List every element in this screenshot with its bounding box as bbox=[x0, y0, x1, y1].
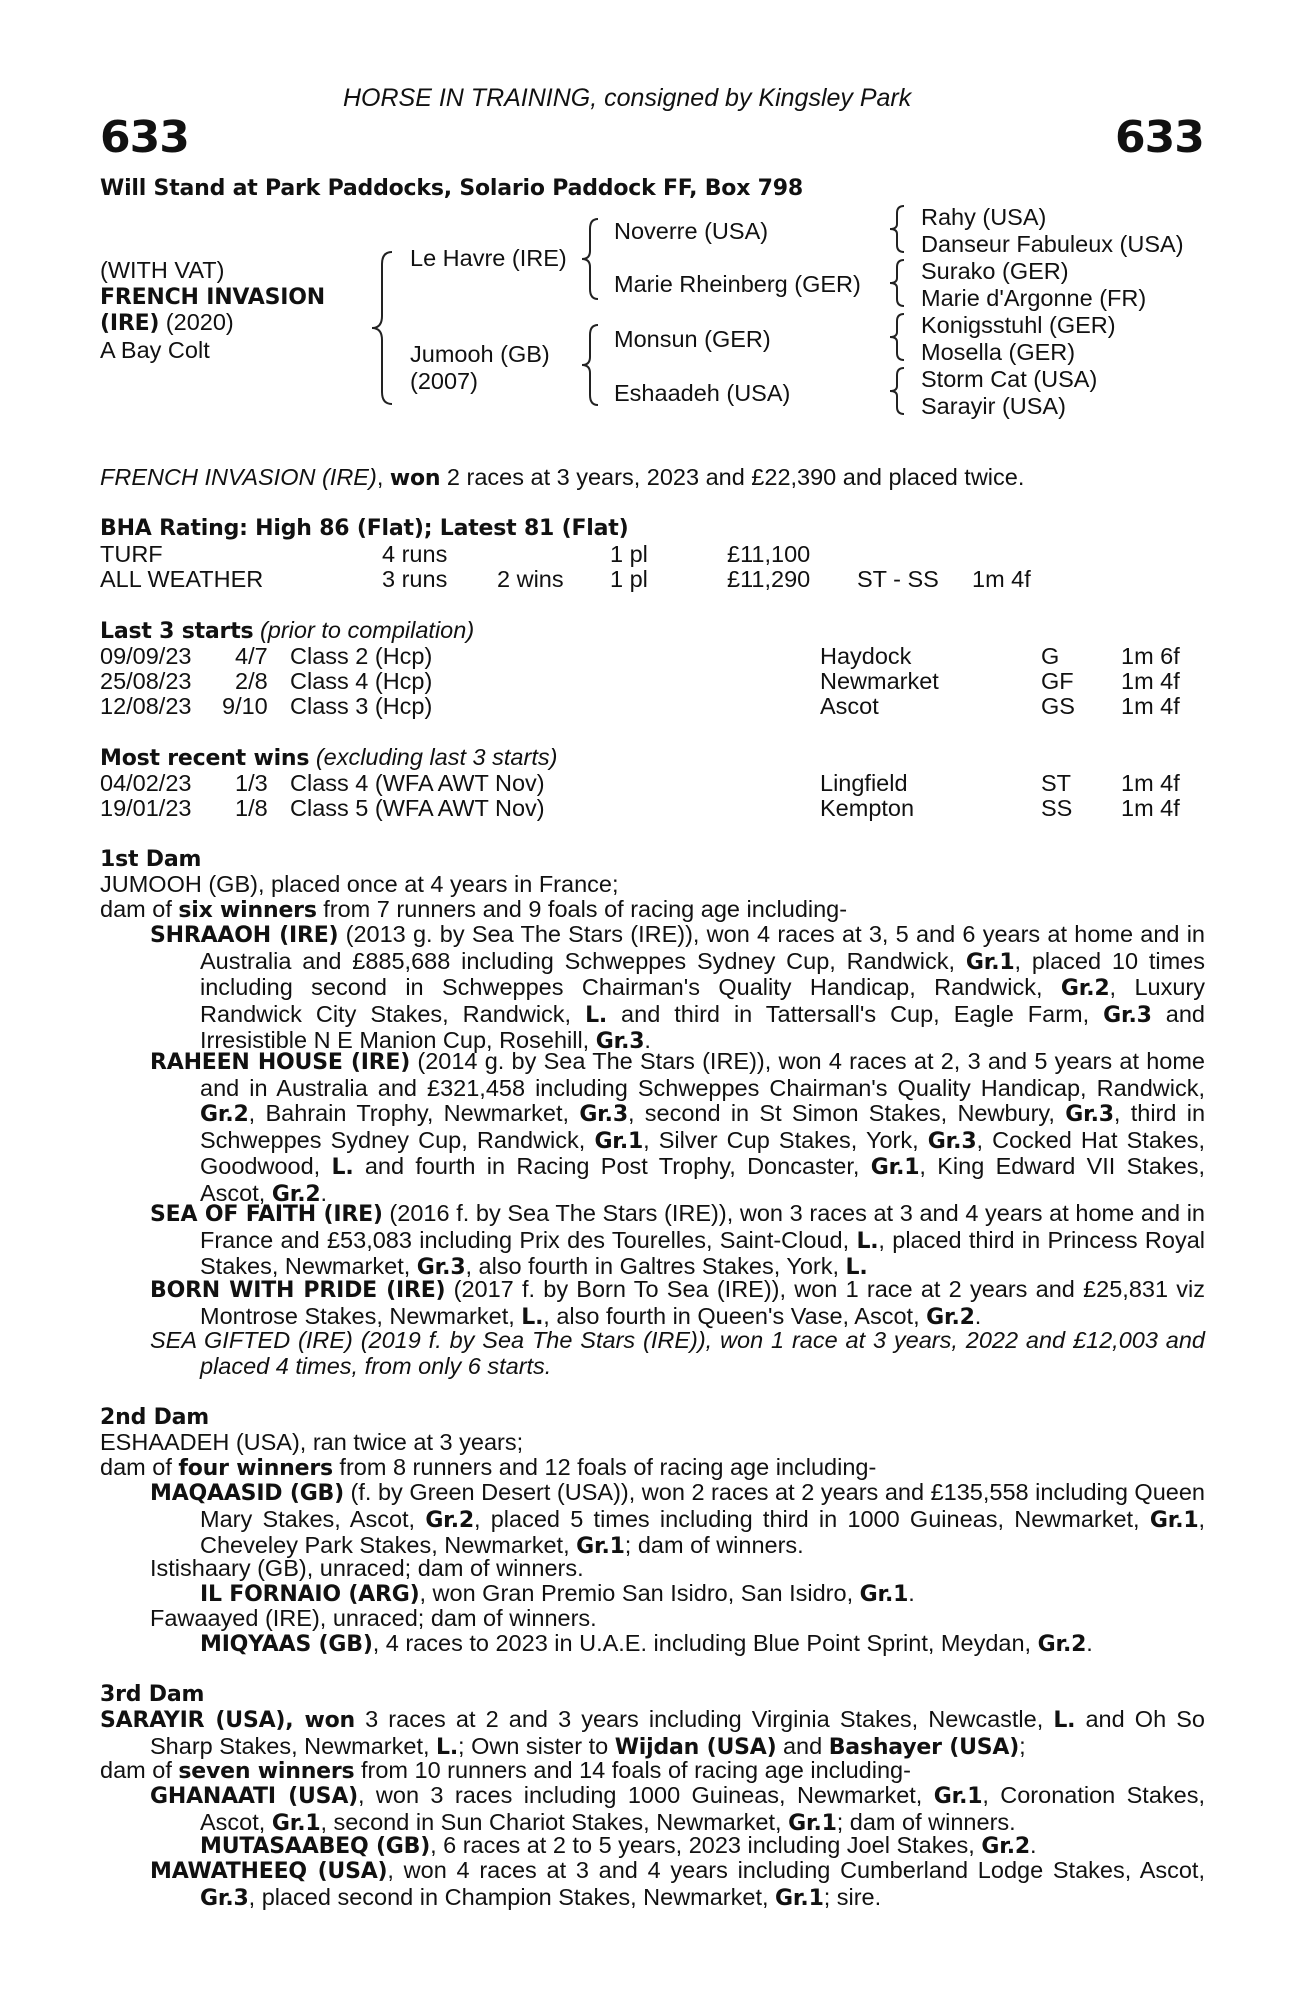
pedigree-brace-dam bbox=[580, 323, 602, 407]
dam3-heading: 3rd Dam bbox=[100, 1682, 205, 1707]
catalogue-page: HORSE IN TRAINING, consigned by Kingsley Park 633 633 Will Stand at Park Paddocks, Solario Paddock FF, Box 798 (WITH VAT) FRENCH INVASION (IRE) (2020) A Bay Colt Le Havre (IRE) Jumooh (GB) (2007) Noverre (USA) Marie Rheinberg (GER) Monsun (GER) Eshaadeh (USA) Rahy (USA) Danseur Fabuleux (USA) Surako (GER) Marie d'Argonne (FR) Konigsstuhl (GER) Mosella (GER) Storm Cat (USA) Sarayir (USA) FRENCH INVASION (IRE), won 2 races at 3 years, 2023 and £22,390 and placed twice. BHA Rating: High 86 (Flat); Latest 81 (Flat) TURF 4 runs 1 pl £11,100 ALL WEATHER 3 runs 2 wins 1 pl £11,290 ST - SS 1m 4f Last 3 starts (prior to compilation) 09/09/23 4/7 Class 2 (Hcp) Haydock G 1m 6f 25/08/23 2/8 Class 4 (Hcp) Newmarket GF 1m 4f 12/08/23 9/10 Class 3 (Hcp) Ascot GS 1m 4f Most recent wins (excluding last 3 starts) 04/02/23 1/3 Class 4 (WFA AWT Nov) Lingfield ST 1m 4f 19/01/23 1/8 Class 5 (WFA AWT Nov) Kempton SS 1m 4f 1st Dam JUMOOH (GB), placed once at 4 years in France; dam of six winners from 7 runners and 9 foals of racing age including- SHRAAOH (IRE) (2013 g. by Sea The Stars (IRE)), won 4 races at 3, 5 and 6 years at home and in Australia and £885,688 including Schweppes Sydney Cup, Randwick, Gr.1, placed 10 times including second in Schweppes Chairman's Quality Handicap, Randwick, Gr.2, Luxury Randwick City Stakes, Randwick, L. and third in Tattersall's Cup, Eagle Farm, Gr.3 and Irresistible N E Manion Cup, Rosehill, Gr.3. RAHEEN HOUSE (IRE) (2014 g. by Sea The Stars (IRE)), won 4 races at 2, 3 and 5 years at home and in Australia and £321,458 including Schweppes Chairman's Quality Handicap, Randwick, Gr.2, Bahrain Trophy, Newmarket, Gr.3, second in St Simon Stakes, Newbury, Gr.3, third in Schweppes Sydney Cup, Randwick, Gr.1, Silver Cup Stakes, York, Gr.3, Cocked Hat Stakes, Goodwood, L. and fourth in Racing Post Trophy, Doncaster, Gr.1, King Edward VII Stakes, Ascot, Gr.2. SEA OF FAITH (IRE) (2016 f. by Sea The Stars (IRE)), won 3 races at 3 and 4 years at home and in France and £53,083 including Prix des Tourelles, Saint-Cloud, L., placed third in Princess Royal Stakes, Newmarket, Gr.3, also fourth in Galtres Stakes, York, L. BORN WITH PRIDE (IRE) (2017 f. by Born To Sea (IRE)), won 1 race at 2 years and £25,831 viz Montrose Stakes, Newmarket, L., also fourth in Queen's Vase, Ascot, Gr.2. SEA GIFTED (IRE) (2019 f. by Sea The Stars (IRE)), won 1 race at 3 years, 2022 and £12,003 and placed 4 times, from only 6 starts. 2nd Dam ESHAADEH (USA), ran twice at 3 years; dam of four winners from 8 runners and 12 foals of racing age including- MAQAASID (GB) (f. by Green Desert (USA)), won 2 races at 2 years and £135,558 including Queen Mary Stakes, Ascot, Gr.2, placed 5 times including third in 1000 Guineas, Newmarket, Gr.1, Cheveley Park Stakes, Newmarket, Gr.1; dam of winners. Istishaary (GB), unraced; dam of winners. IL FORNAIO (ARG), won Gran Premio San Isidro, San Isidro, Gr.1. Fawaayed (IRE), unraced; dam of winners. MIQYAAS (GB), 4 races to 2023 in U.A.E. including Blue Point Sprint, Meydan, Gr.2. 3rd Dam SARAYIR (USA), won 3 races at 2 and 3 years including Virginia Stakes, Newcastle, L. and Oh So Sharp Stakes, Newmarket, L.; Own sister to Wijdan (USA) and Bashayer (USA); dam of seven winners from 10 runners and 14 foals of racing age including- GHANAATI (USA), won 3 races including 1000 Guineas, Newmarket, Gr.1, Coronation Stakes, Ascot, Gr.1, second in Sun Chariot Stakes, Newmarket, Gr.1; dam of winners. MUTASAABEQ (GB), 6 races at 2 to 5 years, 2023 including Joel Stakes, Gr.2. MAWATHEEQ (USA), won 4 races at 3 and 4 years including Cumberland Lodge Stakes, Ascot, Gr.3, placed second in Champion Stakes, Newmarket, Gr.1; sire. bbox=[100, 84, 1206, 1911]
dam2-line1: ESHAADEH (USA), ran twice at 3 years; bbox=[100, 1429, 524, 1455]
summary-text: 2 races at 3 years, 2023 and £22,390 and placed twice. bbox=[446, 464, 1025, 490]
dam1-entry-shraaoh: SHRAAOH (IRE) (2013 g. by Sea The Stars (IRE)), won 4 races at 3, 5 and 6 years at home and in Australia and £885,688 including Schweppes Sydney Cup, Randwick, Gr.1, placed 10 times including second in Schweppes Chairman's Quality Handicap, Randwick, Gr.2, Luxury Randwick City Stakes, Randwick, L. and third in Tattersall's Cup, Eagle Farm, Gr.3 and Irresistible N E Manion Cup, Rosehill, Gr.3. bbox=[150, 921, 1205, 1054]
pedigree-g3-5: Konigsstuhl (GER) bbox=[921, 312, 1116, 338]
dam2-entry-maqaasid: MAQAASID (GB) (f. by Green Desert (USA)), won 2 races at 2 years and £135,558 including Queen Mary Stakes, Ascot, Gr.2, placed 5 times including third in 1000 Guineas, Newmarket, Gr.1, Cheveley Park Stakes, Newmarket, Gr.1; dam of winners. bbox=[150, 1479, 1206, 1559]
dam1-line2: dam of six winners from 7 runners and 9 foals of racing age including- bbox=[100, 896, 848, 923]
summary-horse: FRENCH INVASION (IRE) bbox=[100, 464, 377, 490]
last3-heading: Last 3 starts (prior to compilation) bbox=[100, 617, 475, 644]
pedigree-dam-dam: Eshaadeh (USA) bbox=[614, 380, 791, 406]
lot-number-right: 633 bbox=[1115, 112, 1204, 163]
horse-country: (IRE) bbox=[100, 311, 160, 336]
summary-won: won bbox=[389, 466, 441, 491]
pedigree-g3-1: Rahy (USA) bbox=[921, 204, 1047, 230]
dam1-heading: 1st Dam bbox=[100, 847, 202, 872]
pedigree-dam-year: (2007) bbox=[410, 368, 478, 394]
dam2-heading: 2nd Dam bbox=[100, 1405, 210, 1430]
lot-number-left: 633 bbox=[100, 112, 189, 163]
stand-location: Will Stand at Park Paddocks, Solario Paddock FF, Box 798 bbox=[100, 176, 803, 201]
pedigree-sire-sire: Noverre (USA) bbox=[614, 218, 769, 244]
dam3-main: SARAYIR (USA), won 3 races at 2 and 3 years including Virginia Stakes, Newcastle, L. and Oh So Sharp Stakes, Newmarket, L.; Own sister to Wijdan (USA) and Bashayer (USA); bbox=[100, 1706, 1205, 1760]
pedigree-brace-sire bbox=[580, 217, 602, 301]
dam3-entry-ghanaati: GHANAATI (USA), won 3 races including 1000 Guineas, Newmarket, Gr.1, Coronation Stakes, Ascot, Gr.1, second in Sun Chariot Stakes, Newmarket, Gr.1; dam of winners. bbox=[150, 1782, 1205, 1836]
pedigree-g3-6: Mosella (GER) bbox=[921, 339, 1076, 365]
horse-origin-year bbox=[100, 310, 234, 337]
pedigree-sire-dam: Marie Rheinberg (GER) bbox=[614, 271, 861, 297]
dam1-line1: JUMOOH (GB), placed once at 4 years in France; bbox=[100, 871, 619, 897]
pedigree-dam-sire: Monsun (GER) bbox=[614, 326, 771, 352]
dam2-entry-istishaary: Istishaary (GB), unraced; dam of winners. bbox=[150, 1555, 584, 1581]
pedigree-g3-2: Danseur Fabuleux (USA) bbox=[921, 231, 1184, 257]
pedigree-brace-2 bbox=[888, 258, 908, 308]
dam2-entry-il-fornaio: IL FORNAIO (ARG), won Gran Premio San Isidro, San Isidro, Gr.1. bbox=[200, 1580, 915, 1607]
horse-year: (2020) bbox=[165, 309, 234, 335]
dam3-line2: dam of seven winners from 10 runners and 14 foals of racing age including- bbox=[100, 1757, 911, 1784]
dam3-entry-mutasaabeq: MUTASAABEQ (GB), 6 races at 2 to 5 years, 2023 including Joel Stakes, Gr.2. bbox=[200, 1832, 1037, 1859]
consignment-header: HORSE IN TRAINING, consigned by Kingsley Park bbox=[343, 84, 912, 112]
dam1-entry-born-with-pride: BORN WITH PRIDE (IRE) (2017 f. by Born To Sea (IRE)), won 1 race at 2 years and £25,831 viz Montrose Stakes, Newmarket, L., also fourth in Queen's Vase, Ascot, Gr.2. bbox=[150, 1276, 1205, 1330]
dam2-entry-miqyaas: MIQYAAS (GB), 4 races to 2023 in U.A.E. including Blue Point Sprint, Meydan, Gr.2. bbox=[200, 1630, 1093, 1657]
bha-rating-title: BHA Rating: High 86 (Flat); Latest 81 (Flat) bbox=[100, 516, 629, 541]
dam3-entry-mawatheeq: MAWATHEEQ (USA), won 4 races at 3 and 4 years including Cumberland Lodge Stakes, Ascot, Gr.3, placed second in Champion Stakes, Newmarket, Gr.1; sire. bbox=[150, 1857, 1205, 1911]
pedigree-g3-8: Sarayir (USA) bbox=[921, 393, 1066, 419]
pedigree-brace-4 bbox=[888, 366, 908, 416]
dam2-line2: dam of four winners from 8 runners and 12 foals of racing age including- bbox=[100, 1454, 877, 1481]
pedigree-sire: Le Havre (IRE) bbox=[410, 245, 567, 271]
dam1-entry-sea-of-faith: SEA OF FAITH (IRE) (2016 f. by Sea The Stars (IRE)), won 3 races at 3 and 4 years at home and in France and £53,083 including Prix des Tourelles, Saint-Cloud, L., placed third in Princess Royal Stakes, Newmarket, Gr.3, also fourth in Galtres Stakes, York, L. bbox=[150, 1200, 1205, 1280]
horse-name: FRENCH INVASION bbox=[100, 285, 325, 310]
pedigree-brace-main bbox=[370, 248, 400, 408]
dam2-entry-fawaayed: Fawaayed (IRE), unraced; dam of winners. bbox=[150, 1605, 597, 1631]
pedigree-brace-1 bbox=[888, 204, 908, 254]
race-summary: FRENCH INVASION (IRE), won 2 races at 3 years, 2023 and £22,390 and placed twice. bbox=[100, 464, 1025, 491]
pedigree-g3-3: Surako (GER) bbox=[921, 258, 1069, 284]
vat-note: (WITH VAT) bbox=[100, 257, 225, 283]
horse-description: A Bay Colt bbox=[100, 337, 210, 363]
dam1-entry-raheen-house: RAHEEN HOUSE (IRE) (2014 g. by Sea The Stars (IRE)), won 4 races at 2, 3 and 5 years at home and in Australia and £321,458 including Schweppes Chairman's Quality Handicap, Randwick, Gr.2, Bahrain Trophy, Newmarket, Gr.3, second in St Simon Stakes, Newbury, Gr.3, third in Schweppes Sydney Cup, Randwick, Gr.1, Silver Cup Stakes, York, Gr.3, Cocked Hat Stakes, Goodwood, L. and fourth in Racing Post Trophy, Doncaster, Gr.1, King Edward VII Stakes, Ascot, Gr.2. bbox=[150, 1048, 1206, 1207]
recent-wins-heading: Most recent wins (excluding last 3 starts) bbox=[100, 744, 558, 771]
dam1-entry-sea-gifted: SEA GIFTED (IRE) (2019 f. by Sea The Stars (IRE)), won 1 race at 3 years, 2022 and £12,003 and placed 4 times, from only 6 starts. bbox=[150, 1327, 1205, 1379]
pedigree-g3-7: Storm Cat (USA) bbox=[921, 366, 1098, 392]
pedigree-g3-4: Marie d'Argonne (FR) bbox=[921, 285, 1147, 311]
pedigree-brace-3 bbox=[888, 312, 908, 362]
pedigree-dam: Jumooh (GB) bbox=[410, 341, 550, 367]
